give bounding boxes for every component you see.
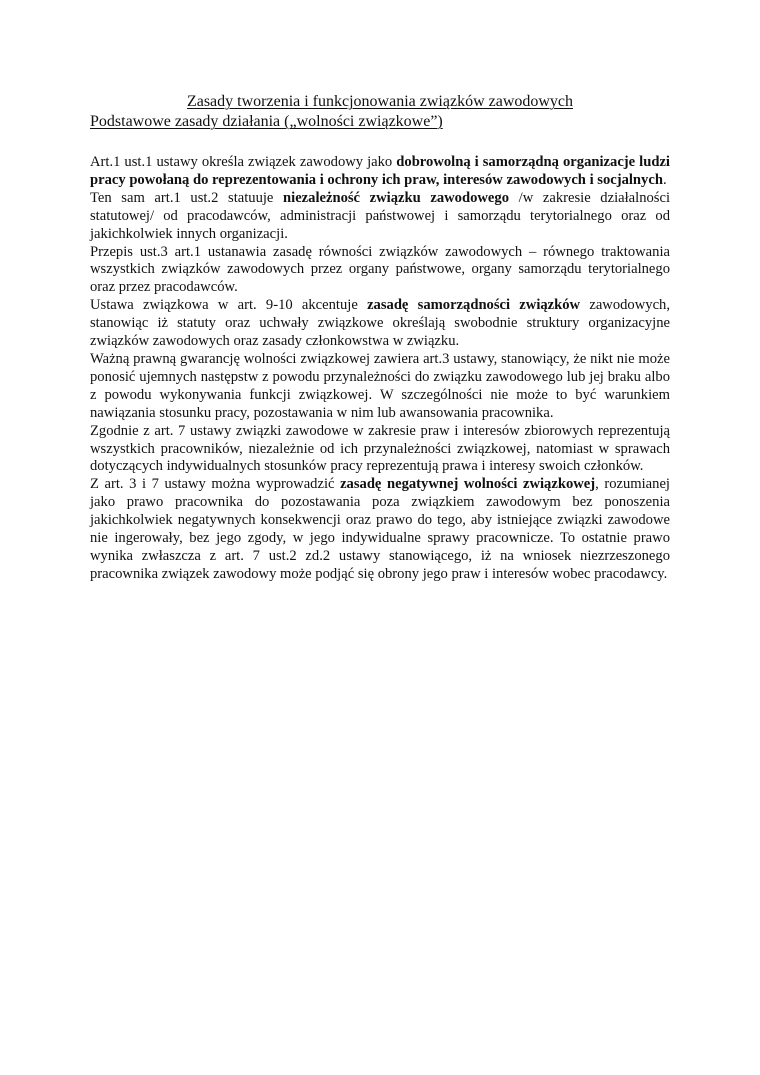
paragraph-bold-text: zasadę negatywnej wolności związkowej bbox=[340, 476, 596, 493]
paragraph-text: Ten sam art.1 ust.2 statuuje bbox=[90, 189, 284, 206]
paragraph-text: Ustawa związkowa w art. 9-10 akcentuje bbox=[90, 297, 368, 314]
document-title: Zasady tworzenia i funkcjonowania związków zawodowych bbox=[186, 93, 574, 110]
paragraph-1 bbox=[90, 154, 670, 190]
paragraph-bold-text: dobrowolną i samorządną organizacje ludzi pracy powołaną do reprezentowania i ochrony ich praw, interesów zawodowych i socjalnych bbox=[90, 154, 670, 188]
paragraph-text: Art.1 ust.1 ustawy określa związek zawodowy jako bbox=[90, 154, 397, 170]
paragraph-text: , rozumianej jako prawo pracownika do pozostawania poza związkiem zawodowym bez ponoszenia jakichkolwiek negatywnych konsekwencji oraz prawo do tego, aby istniejące związki zawodowe nie ingerowały, bez jego zgody, w jego indywidualne sprawy pracownicze. To ostatnie prawo wynika zwłaszcza z art. 7 ust.2 zd.2 ustawy stanowiącego, iż na wniosek niezrzeszonego pracownika związek zawodowy może podjąć się obrony jego praw i interesów wobec pracodawcy. bbox=[90, 476, 670, 582]
paragraph-bold-text: niezależność związku zawodowego bbox=[283, 189, 510, 206]
paragraph-6 bbox=[90, 423, 670, 477]
paragraph-text: . bbox=[662, 171, 667, 188]
paragraph-text: zawodowych, stanowiąc iż statuty oraz uchwały związkowe określają swobodnie struktury organizacyjne związków zawodowych oraz zasady członkowstwa w związku. bbox=[90, 297, 670, 350]
paragraph-7 bbox=[90, 476, 670, 583]
document-body bbox=[90, 154, 670, 584]
paragraph-text: Przepis ust.3 art.1 ustanawia zasadę równości związków zawodowych – równego traktowania wszystkich związków zawodowych przez organy państwowe, organy samorządu terytorialnego oraz przez pracodawców. bbox=[90, 243, 670, 296]
paragraph-3 bbox=[90, 244, 670, 298]
document-subtitle: Podstawowe zasady działania („wolności związkowe”) bbox=[90, 113, 443, 130]
paragraph-text: Z art. 3 i 7 ustawy można wyprowadzić bbox=[90, 476, 341, 493]
paragraph-text: /w zakresie działalności statutowej/ od pracodawców, administracji państwowej i samorządu terytorialnego oraz od jakichkolwiek innych organizacji. bbox=[90, 189, 670, 242]
paragraph-2 bbox=[90, 190, 670, 244]
paragraph-text: Zgodnie z art. 7 ustawy związki zawodowe w zakresie praw i interesów zbiorowych reprezentują wszystkich pracowników, niezależnie od ich przynależności związkowej, natomiast w sprawach dotyczących indywidualnych stosunków pracy reprezentują prawa i interesy swoich członków. bbox=[90, 422, 670, 475]
paragraph-4 bbox=[90, 297, 670, 351]
document-page bbox=[90, 92, 670, 584]
paragraph-bold-text: zasadę samorządności związków bbox=[367, 297, 581, 314]
paragraph-text: Ważną prawną gwarancję wolności związkowej zawiera art.3 ustawy, stanowiący, że nikt nie może ponosić ujemnych następstw z powodu przynależności do związku zawodowego lub jej braku albo z powodu wykonywania funkcji związkowej. W szczególności nie może to być warunkiem nawiązania stosunku pracy, pozostawania w nim lub awansowania pracownika. bbox=[90, 350, 670, 421]
paragraph-5 bbox=[90, 351, 670, 423]
